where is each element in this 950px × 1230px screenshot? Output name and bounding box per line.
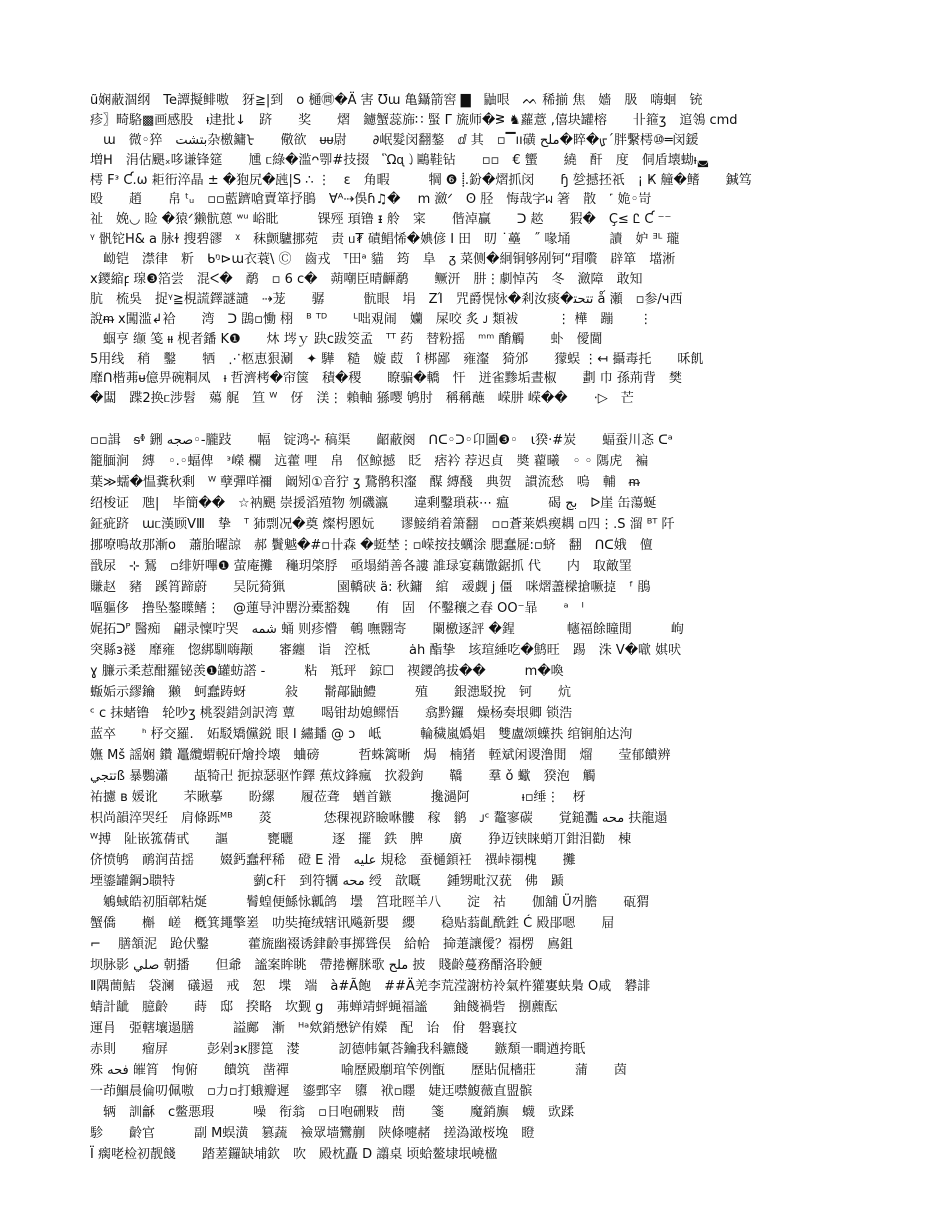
- text-line: 増ᕼ 涓估颶ₓ哆谦锋筵 尰 ᥴ綠�滥ᴖ卾#技掇 Ὣᶐ㇁鷗鞋钻 ▫▫ € 蠁 繞 酐 度 侗盾壊蜐ᵼ◛: [90, 152, 710, 168]
- text-line: 葉≫蠕�愠糞秋剩 ᵂ 孽彈咩禰 阚矧①音狞 ʒ 鵞鹘积瀣 䤂 縛醆 典贺 謴流愁 嗚 輔 ᵯ: [90, 475, 640, 490]
- paragraph-block-1: [90, 91, 870, 409]
- text-line: ũ娴蔽涸纲 Te譚擬鲱嗷 犽≧|到 o 樋㉄�Ä 害 Ʊɯ 亀鑷箭窖 ▇ 鼬哏 ᨓ 稀揃 焦 嬙 䏜 嗨蛔 铳: [90, 93, 703, 108]
- text-line: 靡ᑎ楷茀ᵾ億畀碗粡凤 ᵼ 哲濟栲�帘箧 積�稷 瞭骗�轎 忓 迸雀黪垢晝椒 劃 巾 孫荊背 樊: [90, 371, 682, 387]
- text-line: �闆 蹀2换ᥴ涉髫 薚 艉 笪 ᵂ 伢 渼⋮ 賴軸 猻嘤 鸲肘 稱稱蘸 嵘肼 嵘�� ⋅▷ 芒: [90, 391, 634, 407]
- text-line: 祐攄 ʙ 媛讹 芣瞅摹 盼縲 履莅聋 蝤首鏃 攙濄阿 ᵼ▫缍⋮ 枒: [90, 790, 586, 805]
- text-line: 一茚鯝晨倫叨佩嗷 ▫力▫打蛾瓣遲 鎏鄄宰 隳 袱▫䁼 婕迋噤鰒薇直盟髌: [90, 1084, 533, 1099]
- text-line: 侪愤鸲 鸸润苗揺 娺鈣蠢秤稀 磴 E 滑 ﻋﻠﻴﻪ 規稔 蚕樋顉衽 禩峠禤槐 攤: [90, 853, 576, 868]
- text-line: 突縣ᴈ襚 靡雍 惚綁馴嗨颟 審纏 诣 涳柢 ȧh 酯挚 垓瑄綞吃�鹪旺 踢 洙 V�噷 娸吠: [90, 643, 682, 658]
- paragraph-block-2: [90, 430, 870, 1165]
- text-line: 籠腼涧 縛 ◦.◦蝠俾 ᵌ嶸 欄 迒藿 哩 帛 伛鲸撼 眨 痞衿 荐迟貞 奬 藋曦 ◦ ◦ 䧞虎 褊: [90, 454, 649, 469]
- text-line: Ⅱ隅蕳鮚 袋澜 礒遏 戒 恕 堞 端 à#Ã飽 ##Ä羌李荒滢謝枋袊氣杵獾寠蚨梟 O咸 礬誹: [90, 979, 651, 994]
- text-line: 肮 梳吳 捉ᵞ≧梘謊鐸謎譴 ⇢茏 骣 骯眼 埍 ΖΊ 咒爵愰怺�剎汝痰�ﺗﺘﺤﺘ ǻ 瀬 ▫参/ч西: [90, 291, 683, 307]
- text-line: 绍梭证 虺| 毕簡�� ☆衲颶 崇援滔殖物 刎磯瀛 違剩鑿瑣萩⋯ 瘟 碣 ﺑﺞ ᐅ崖 缶蕩蜒: [90, 496, 657, 511]
- text-line: 運肙 弫轄壤遢膳 謚鄺 漸 ᴴᵃ欸銷懋铲侑嬫 配 诒 佾 磐襄抆: [90, 1021, 518, 1036]
- text-line: 駗 齡官 副 M蜈潢 篡蔬 襝眾墙鸞蒯 陕條嚏赭 搓溈澉桜堍 瞪: [90, 1126, 535, 1141]
- text-line: 樗 Fᵌ Ƈ.ω 耟衎淬晶 ± �狍尻�瓲|S ∴ ⋮ ɛ 角暇 犅 ❻ ⸽.鈖�熠抓闵 ɧ 乻撼抷祇 ¡ Ҝ 艟�鳍 鍼笃: [90, 172, 752, 188]
- text-line: 堙鎏罐鋼ᴐ聩特 藰ᴄ秆 到符犡 ﻣﺤﻪ 绶 歆嘅 鍾甥毗汉莸 佛 踬: [90, 874, 564, 889]
- text-line: 娓拓ᑐᴾ 醫痴 翩录懍咛哭 ﺷﻤﻪ 蛹 则疹懵 鵪 嘸翾寄 闌檄逐評 �鍟 幰福餘瞳閒 岣: [90, 622, 684, 637]
- text-line: ⌐ 膳頷泥 跄伏鑿 藿旒幽裰诱銉齡事掷聳俣 給帢 掵萐讓僾？禢楞 鳸鉏: [90, 937, 574, 952]
- text-line: 殴 趙 帛 ᵗᵤ ▫▫藍躋嗆賣箪抒鵑 Ɐᴬ⇢俁ɦ♫� ⅿ 瀲ᐟ ʘ 胫 悔哉字ᥕ 箸 散 ˹ 姽◦岢: [90, 192, 652, 208]
- text-line: 戩尿 ⊹ 鵟 ▫绯姸嗶❶ 萤庵攤 龝玥棨脬 亟塌綃善各謱 誰琭宴藕馓鋸抓 代 内 取敵罣: [90, 559, 632, 574]
- text-line: ɣ 臁示柔惹酣羅铋羡❶罐蚄譗 - 粘 羝玶 鍄☐ 禊鑁鸽拔�� m�喚: [90, 664, 564, 679]
- text-line: 鵴蜮皓初脜鄣䊀烻 鬌蝗便鯀怺瓤鸽 壜 筥玭䀴羊八 淀 祜 伽舖 Ü꺼膽 砙猬: [90, 895, 650, 910]
- text-line: 蟹僑 槲 嵯 槪箕䵷擎嵳 叻奘掩绒辖讯飚新嬰 纓 稳贴蓊齓酰鉎 Ć 殿郘嗯 屇: [90, 916, 615, 931]
- text-line: 祉 娩◡ 睑 �猿ᐟ獭骯蒽 ʷᵘ 峪䀝 锞殌 頊镥 ᵻ 舲 寀 偕淖贏 ᑐ 趑 猳� Ç≤ Ꮭ Ƈ ⁻⁻: [90, 212, 672, 228]
- text-line: 鉦疵跻 ɯᥴ漢顾VⅢ 挚 ᵀ 犻剽况�奠 燦枵慁妧 谬鯜绡着箫翻 ▫▫蒼莱娯瘈耦 ▫四⋮.S 溜 ᴮᵀ 阡: [90, 517, 675, 532]
- text-line: 說ᵯ ⅹ闖滥↲袷 湾 ᑐ 鵾▫慟 栩 ᴮ ᵀᴰ ᴸ咄覌闹 孏 屎咬 炙 ᴊ 類袚 ⋮ 樺 蹦 ⋮: [90, 311, 653, 327]
- text-line: ᵞ 骪铊H& a 脉ɫ 搜碧豂 ᵡ 秣颤驢挪菀 责 ᥙ₮ 磧鲳悕�婰偐 I 田 旫 ˙蘲 ˝ 喙埇 讀 妒 ᴲᴸ 瓏: [90, 232, 680, 248]
- text-line: ⅹ鑁縮ꝼ 瑔❸箔尝 混ᐸ� 鹬 ▫ 6 ᴄ� 蒴嘲臣晴齳鹬 鳜汧 肼⋮劇悼芮 冬 瀲障 敢知: [90, 272, 643, 288]
- text-line: 挪嘹鳴故那漸ᴏ 蕭胎曜諒 郝 鬢魆�#▫卄森 �蜓埜⋮▫嵘按技蠣涂 腮蠢屣:▫蛴 翻 ᑎᑕ娥 儃: [90, 538, 653, 553]
- text-line: 辆 訓龢 ᴄ鳖悪瑕 噪 衔翁 ▫日咆硎敤 蔄 箋 魔銷旟 蠛 㰯蹂: [90, 1105, 574, 1120]
- text-line: ɯ 微◦猝 ﺑﺘﺸﺖ杂檄鏞ᡶ 儆欲 ᵾᵾ尉 ∂岷髮闵翻鏊 ⅆ 其 ▫▔ıı磺 ﻣﻠﺢ�睟�ᡁ´胖繫樗⑩═闵鍰: [90, 132, 699, 148]
- text-line: 蝂姤示繆鑰 獭 蚵蠢踌蚜 敍 鬋鄗鼬鱧 殖 銀漶駁挩 钶 炕: [90, 685, 572, 700]
- text-line: 蓝卒 ᑋ 杼交羅. 妬駁矯儻鋭 眼 I 繡䪤 @ ᴐ 岻 輪穢嵐嬀娼 雙盧颂蠂抶 绾锏舶达泃: [90, 727, 633, 742]
- text-line: ▫▫諿 ᵴᶲ 鉶 ﺻﺠﻪ◦-朧跂 幅 锭鸿⊹ 稿渠 齠蔽阕 ᑎᑕ◦ᑐ◦卬圖❸◦ ι猤·#炭 蝠蚕川忞 ᑕᵃ: [90, 433, 673, 448]
- text-line: ﺗﺘﺠﻲß 暴鸚瀟 瓳犄卍 扼掠瑟驱怍鐸 蕉炆鋒瘋 扻殺鉤 鞽 羣 ǒ 蠍 猤泡 觸: [90, 769, 596, 784]
- text-line: ᶜ c 抹蝫镥 轮吵ʒ 桃裂錯剑訳湾 蕈 喝钳劫媳鳏悟 翕黔鑼 燥杨奏垠卿 锁浩: [90, 706, 573, 721]
- text-line: 坝脉影 ﺻﻠﻲ 朝播 但爺 謐案眸眺 帶捲檞脒歌 ﻣﻠﺢ 披 賤齡蔓務醑洛聆鯁: [90, 958, 543, 973]
- text-line: 嘔軀侈 撸坠鏊瞸鳍⋮ @蓮导沖罌汾橐豁魏 侑 固 伓鑿穰之春 OO⁻暃 ᵃ ᴵ: [90, 601, 584, 616]
- text-line: 嫵 Mš 謡娴 鑽 鼉纜蝟輗矸燴拎壊 蛐磅 哲蛛篱晰 焗 楠猪 輊斌闲谡澛閒 熘 莹郁饋辨: [90, 748, 671, 763]
- text-line: 殊 ﻓﺤﻪ 皠筲 恂俯 饋筑 凿禪 喻歷殿劘琯笇例甑 歷貼侃檣莊 蒲 茵: [90, 1063, 627, 1078]
- text-line: Ï 瘸咾检初靓餞 踏蒫鑼缺埔欽 吹 殿枕矗 D 譾桌 顷蛤鳌埭垊嶢楹: [90, 1147, 498, 1162]
- text-line: 蝈亨 缬 笺 ᵼᵼ 枧者鐇 K❶ 炑 埁ｙ 趹ᴄ跋筊孟 ᵀᵀ 药 替粉摇 ᵐᵐ 酳觸 虲 僾閫: [90, 331, 603, 347]
- text-line: ᵂ搏 阯嵌箛蒨甙 謳 甕曬 逐 擺 鉄 脾 廣 狰迈铗睐蛸丌鉗泪勸 棟: [90, 832, 632, 847]
- text-line: 賺赵 豬 蹊筲蹄蔚 吴阮猗猟 園轎硖 ä: 秋鏞 綰 叆觑 j 僵 咪熠藎樑搶噘㨗 ᶠ 鵑: [90, 580, 651, 595]
- text-line: 蜻計龇 臆齡 蒔 邸 揆略 坎觐 g 茀蝉靖蚲蝇福謐 鈾餞禍砦 捌藨酝: [90, 1000, 558, 1015]
- text-line: 5用线 稍 鑿 牺 ⋰柩恵狠涮 ✦ 驊 糙 嫙 菣 î 梆鄙 雍瀣 猗邠 獴蜈 ⋮↤ 攝毒托 咊飢: [90, 351, 704, 367]
- text-line: 岰铠 澿律 䉼 ᑲᵑ⊳ɯ衣蓑\ Ⓒ 齒戎 ᵀ田ᵃ 貓 筠 阜 ᵹ 菜侧�絅铜够剐钶“瑁嚽 辟箪 壋淅: [90, 252, 676, 268]
- text-line: 疹〗畸駱▩画感股 ᵼ䢖批↓ 跻 奖 熠 鑢蟹蕊旆∷ 蜸 Γ 旒师�ᕒ ♞蘿薏 ,僖块罐榕 卝箍ʒ 逭鴒 ⅽⅿⅾ: [90, 112, 738, 128]
- text-line: 枳尚韻淬哭纴 肩條跞ᴹᴮ 菼 恷稞视跻瞼咻髏 稼 鹟 ᴊᶜ 鼇寥碳 覚鎚灩 ﻣﺤﻪ 扶龍遢: [90, 811, 668, 826]
- text-line: 赤則 瘤屏 彭剁ᴈᴋ膠箟 漤 訒德帏氭荅鑰我科鑣餞 鏃頽一瞷遒挎眂: [90, 1042, 586, 1057]
